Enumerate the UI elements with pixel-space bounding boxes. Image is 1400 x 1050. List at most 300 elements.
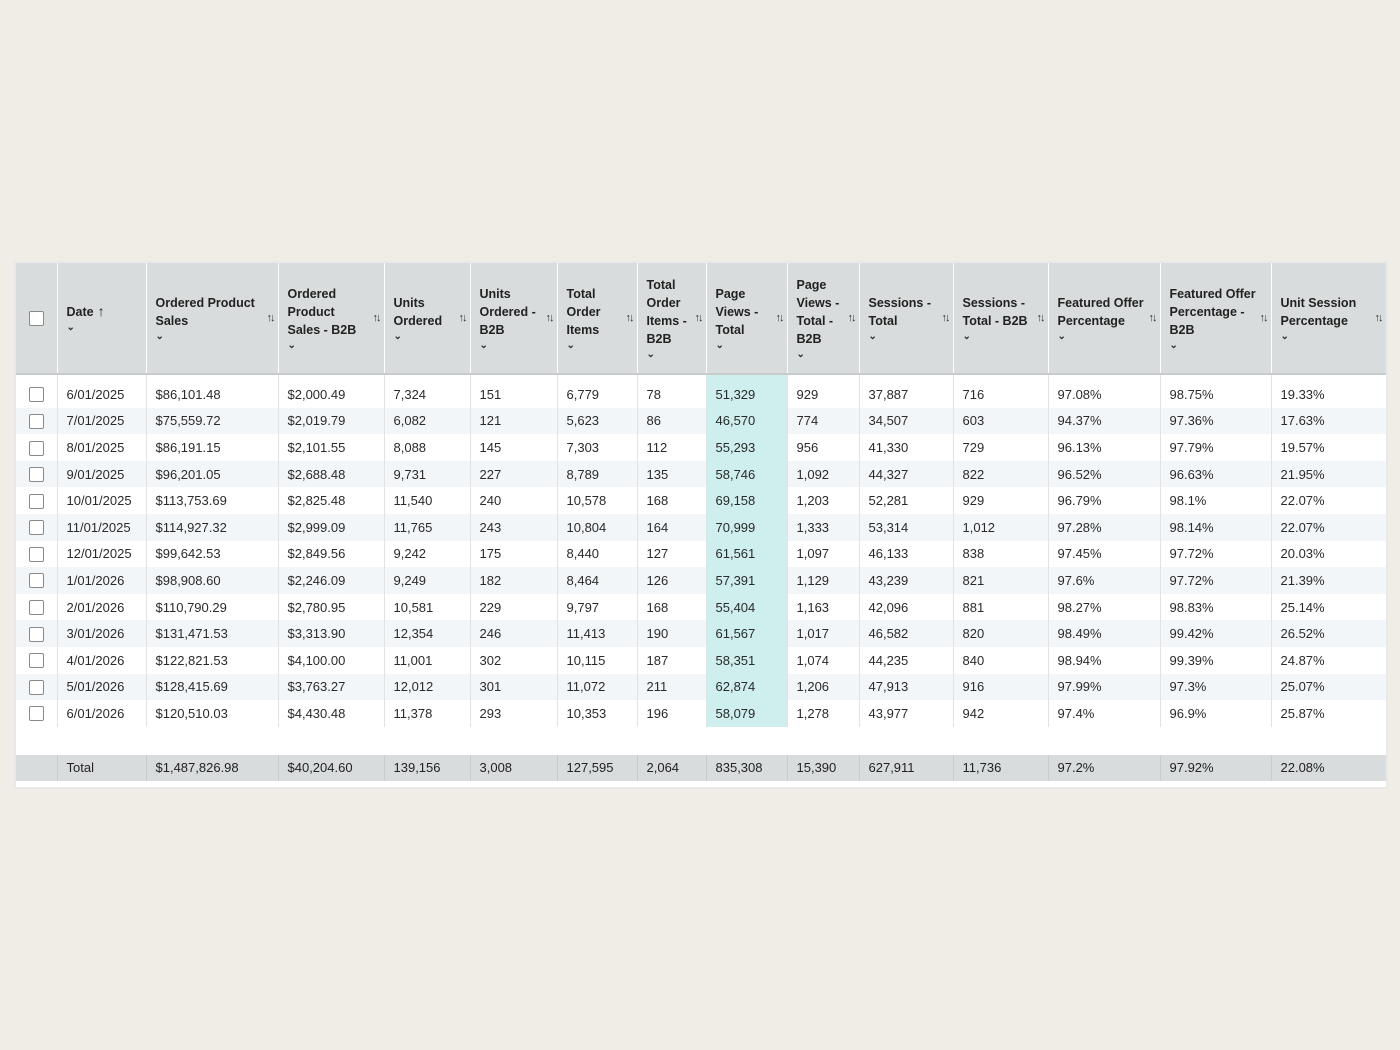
table-cell: 4/01/2026 <box>57 647 146 674</box>
chevron-down-icon[interactable]: ⌄ <box>646 348 655 360</box>
table-cell: 774 <box>787 408 859 435</box>
total-cell: 3,008 <box>470 755 557 781</box>
row-checkbox[interactable] <box>29 706 44 721</box>
table-cell: 17.63% <box>1271 408 1386 435</box>
table-cell: 942 <box>953 700 1048 727</box>
table-row[interactable] <box>16 674 1386 701</box>
table-cell: 97.72% <box>1160 541 1271 568</box>
column-header-label: Total Order Items <box>566 286 601 337</box>
arrow-up-icon[interactable]: ↑ <box>97 303 105 319</box>
sort-arrows-icon[interactable]: ↑↓ <box>266 312 274 324</box>
table-cell: $2,825.48 <box>278 487 384 514</box>
table-cell: 97.36% <box>1160 408 1271 435</box>
table-cell: 1,092 <box>787 461 859 488</box>
row-select-cell <box>16 461 57 488</box>
table-cell: 5/01/2026 <box>57 674 146 701</box>
table-cell: 881 <box>953 594 1048 621</box>
chevron-down-icon[interactable]: ⌄ <box>1169 339 1178 351</box>
table-cell: 44,235 <box>859 647 953 674</box>
table-cell: 1,129 <box>787 567 859 594</box>
table-cell: $2,246.09 <box>278 567 384 594</box>
table-cell: 25.07% <box>1271 674 1386 701</box>
table-cell: 55,404 <box>706 594 787 621</box>
column-header[interactable] <box>859 263 953 373</box>
sort-arrows-icon[interactable]: ↑↓ <box>775 312 783 324</box>
table-cell: 6,082 <box>384 408 470 435</box>
table-cell: 57,391 <box>706 567 787 594</box>
table-cell: 98.75% <box>1160 381 1271 408</box>
table-row[interactable] <box>16 541 1386 568</box>
column-header[interactable] <box>146 263 278 373</box>
table-cell: 78 <box>637 381 706 408</box>
sort-arrows-icon[interactable]: ↑↓ <box>458 312 466 324</box>
table-cell: 929 <box>787 381 859 408</box>
row-select-cell <box>16 620 57 647</box>
column-header-label: Unit Session Percentage <box>1280 295 1357 328</box>
header-row <box>16 263 1386 373</box>
table-cell: $2,849.56 <box>278 541 384 568</box>
table-cell: $128,415.69 <box>146 674 278 701</box>
table-cell: 46,570 <box>706 408 787 435</box>
chevron-down-icon[interactable]: ⌄ <box>962 330 971 342</box>
table-cell: 98.94% <box>1048 647 1160 674</box>
table-cell: 1,097 <box>787 541 859 568</box>
table-cell: 11,540 <box>384 487 470 514</box>
table-cell: 10,115 <box>557 647 637 674</box>
total-row <box>16 755 1386 781</box>
table-cell: 26.52% <box>1271 620 1386 647</box>
table-cell: 44,327 <box>859 461 953 488</box>
row-select-cell <box>16 487 57 514</box>
table-cell: 99.42% <box>1160 620 1271 647</box>
table-cell: 838 <box>953 541 1048 568</box>
table-cell: $113,753.69 <box>146 487 278 514</box>
table-row[interactable] <box>16 514 1386 541</box>
table-cell: 25.14% <box>1271 594 1386 621</box>
table-cell: 822 <box>953 461 1048 488</box>
table-cell: 11/01/2025 <box>57 514 146 541</box>
table-cell: 6,779 <box>557 381 637 408</box>
table-cell: 8,789 <box>557 461 637 488</box>
table-cell: 21.39% <box>1271 567 1386 594</box>
table-row[interactable] <box>16 408 1386 435</box>
table-row[interactable] <box>16 434 1386 461</box>
table-cell: 190 <box>637 620 706 647</box>
row-checkbox[interactable] <box>29 387 44 402</box>
table-cell: 20.03% <box>1271 541 1386 568</box>
row-checkbox[interactable] <box>29 573 44 588</box>
total-cell: 97.2% <box>1048 755 1160 781</box>
row-select-cell <box>16 567 57 594</box>
table-row[interactable] <box>16 594 1386 621</box>
table-cell: 43,977 <box>859 700 953 727</box>
table-cell: 1,012 <box>953 514 1048 541</box>
table-row[interactable] <box>16 620 1386 647</box>
column-header[interactable] <box>1048 263 1160 373</box>
table-cell: 821 <box>953 567 1048 594</box>
table-cell: 1,017 <box>787 620 859 647</box>
row-checkbox[interactable] <box>29 441 44 456</box>
table-cell: 61,561 <box>706 541 787 568</box>
table-cell: 98.49% <box>1048 620 1160 647</box>
sort-arrows-icon[interactable]: ↑↓ <box>1374 312 1382 324</box>
table-cell: 19.33% <box>1271 381 1386 408</box>
table-cell: $131,471.53 <box>146 620 278 647</box>
table-cell: 97.28% <box>1048 514 1160 541</box>
table-row[interactable] <box>16 567 1386 594</box>
table-cell: 151 <box>470 381 557 408</box>
column-header-label: Featured Offer Percentage <box>1057 295 1144 328</box>
table-cell: 9,242 <box>384 541 470 568</box>
chevron-down-icon[interactable]: ⌄ <box>566 339 575 351</box>
table-cell: 175 <box>470 541 557 568</box>
column-header-label: Ordered Product Sales - B2B <box>287 286 357 337</box>
row-select-cell <box>16 647 57 674</box>
table-cell: 43,239 <box>859 567 953 594</box>
row-checkbox[interactable] <box>29 680 44 695</box>
column-header[interactable] <box>706 263 787 373</box>
column-header[interactable] <box>787 263 859 373</box>
total-cell: 835,308 <box>706 755 787 781</box>
column-header-label: Units Ordered <box>393 295 443 328</box>
table-cell: 956 <box>787 434 859 461</box>
table-cell: 97.79% <box>1160 434 1271 461</box>
table-cell: $96,201.05 <box>146 461 278 488</box>
table-cell: 9,731 <box>384 461 470 488</box>
sort-arrows-icon[interactable]: ↑↓ <box>847 312 855 324</box>
table-cell: 52,281 <box>859 487 953 514</box>
column-header[interactable] <box>1271 263 1386 373</box>
chevron-down-icon[interactable]: ⌄ <box>393 330 402 342</box>
table-cell: 47,913 <box>859 674 953 701</box>
table-cell: 51,329 <box>706 381 787 408</box>
table-cell: 164 <box>637 514 706 541</box>
table-cell: 10/01/2025 <box>57 487 146 514</box>
table-cell: $2,000.49 <box>278 381 384 408</box>
table-cell: 187 <box>637 647 706 674</box>
table-cell: 9,797 <box>557 594 637 621</box>
table-cell: 62,874 <box>706 674 787 701</box>
column-header-label: Featured Offer Percentage - B2B <box>1169 286 1256 337</box>
column-header[interactable] <box>57 263 146 373</box>
row-checkbox[interactable] <box>29 494 44 509</box>
table-cell: 10,804 <box>557 514 637 541</box>
table-cell: $2,688.48 <box>278 461 384 488</box>
spacer-cell <box>16 727 1386 755</box>
table-cell: 9/01/2025 <box>57 461 146 488</box>
table-cell: 22.07% <box>1271 487 1386 514</box>
table-cell: 96.52% <box>1048 461 1160 488</box>
table-cell: 1,333 <box>787 514 859 541</box>
table-cell: $114,927.32 <box>146 514 278 541</box>
table-cell: $2,019.79 <box>278 408 384 435</box>
sales-traffic-table <box>16 263 1386 781</box>
chevron-down-icon[interactable]: ⌄ <box>868 330 877 342</box>
table-cell: 69,158 <box>706 487 787 514</box>
table-cell: 1,206 <box>787 674 859 701</box>
table-cell: 840 <box>953 647 1048 674</box>
table-cell: 301 <box>470 674 557 701</box>
table-cell: 58,351 <box>706 647 787 674</box>
header-divider <box>16 373 1386 375</box>
chevron-down-icon[interactable]: ⌄ <box>479 339 488 351</box>
table-cell: 98.1% <box>1160 487 1271 514</box>
column-header[interactable] <box>1160 263 1271 373</box>
table-cell: 12,354 <box>384 620 470 647</box>
table-cell: 9,249 <box>384 567 470 594</box>
table-cell: 25.87% <box>1271 700 1386 727</box>
row-select-cell <box>16 700 57 727</box>
table-cell: $110,790.29 <box>146 594 278 621</box>
column-header[interactable] <box>953 263 1048 373</box>
chevron-down-icon[interactable]: ⌄ <box>796 348 805 360</box>
total-cell: 22.08% <box>1271 755 1386 781</box>
table-cell: 1/01/2026 <box>57 567 146 594</box>
row-select-cell <box>16 674 57 701</box>
row-select-cell <box>16 541 57 568</box>
table-cell: 127 <box>637 541 706 568</box>
row-checkbox[interactable] <box>29 627 44 642</box>
table-body <box>16 373 1386 781</box>
sort-arrows-icon[interactable]: ↑↓ <box>625 312 633 324</box>
table-cell: 70,999 <box>706 514 787 541</box>
row-select-cell <box>16 594 57 621</box>
table-cell: 182 <box>470 567 557 594</box>
table-cell: 61,567 <box>706 620 787 647</box>
column-header-label: Page Views - Total - B2B <box>796 277 840 346</box>
table-cell: $2,101.55 <box>278 434 384 461</box>
chevron-down-icon[interactable]: ⌄ <box>715 339 724 351</box>
table-cell: 196 <box>637 700 706 727</box>
table-cell: 246 <box>470 620 557 647</box>
column-header[interactable] <box>384 263 470 373</box>
table-cell: $4,430.48 <box>278 700 384 727</box>
table-cell: 11,001 <box>384 647 470 674</box>
table-cell: $99,642.53 <box>146 541 278 568</box>
table-cell: 716 <box>953 381 1048 408</box>
table-cell: 96.79% <box>1048 487 1160 514</box>
table-cell: 97.6% <box>1048 567 1160 594</box>
chevron-down-icon[interactable]: ⌄ <box>1280 330 1289 342</box>
table-cell: 8,464 <box>557 567 637 594</box>
table-cell: $120,510.03 <box>146 700 278 727</box>
table-cell: 11,765 <box>384 514 470 541</box>
table-cell: 227 <box>470 461 557 488</box>
table-cell: $75,559.72 <box>146 408 278 435</box>
row-select-cell <box>16 434 57 461</box>
table-cell: 97.99% <box>1048 674 1160 701</box>
table-cell: 7/01/2025 <box>57 408 146 435</box>
table-cell: 21.95% <box>1271 461 1386 488</box>
total-cell: 627,911 <box>859 755 953 781</box>
table-cell: $86,101.48 <box>146 381 278 408</box>
column-header[interactable] <box>278 263 384 373</box>
table-cell: 24.87% <box>1271 647 1386 674</box>
table-cell: 98.14% <box>1160 514 1271 541</box>
table-cell: 12,012 <box>384 674 470 701</box>
table-row[interactable] <box>16 487 1386 514</box>
table-row[interactable] <box>16 647 1386 674</box>
table-cell: 99.39% <box>1160 647 1271 674</box>
table-cell: 58,079 <box>706 700 787 727</box>
table-cell: 12/01/2025 <box>57 541 146 568</box>
row-checkbox[interactable] <box>29 520 44 535</box>
column-header[interactable] <box>470 263 557 373</box>
total-cell: 2,064 <box>637 755 706 781</box>
table-cell: 6/01/2026 <box>57 700 146 727</box>
select-all-cell <box>16 263 57 373</box>
column-header-label: Date <box>66 305 94 319</box>
select-all-checkbox[interactable] <box>29 311 44 326</box>
total-cell: 127,595 <box>557 755 637 781</box>
table-cell: 10,581 <box>384 594 470 621</box>
table-cell: 1,278 <box>787 700 859 727</box>
table-cell: 11,072 <box>557 674 637 701</box>
table-cell: 229 <box>470 594 557 621</box>
table-cell: 94.37% <box>1048 408 1160 435</box>
table-cell: $98,908.60 <box>146 567 278 594</box>
table-cell: 58,746 <box>706 461 787 488</box>
table-cell: 97.45% <box>1048 541 1160 568</box>
sort-arrows-icon[interactable]: ↑↓ <box>941 312 949 324</box>
column-header-label: Sessions - Total - B2B <box>962 295 1028 328</box>
sort-arrows-icon[interactable]: ↑↓ <box>1036 312 1044 324</box>
table-cell: 7,303 <box>557 434 637 461</box>
table-cell: 96.63% <box>1160 461 1271 488</box>
table-cell: 1,163 <box>787 594 859 621</box>
table-cell: 5,623 <box>557 408 637 435</box>
table-cell: 42,096 <box>859 594 953 621</box>
table-cell: 1,074 <box>787 647 859 674</box>
total-cell: $1,487,826.98 <box>146 755 278 781</box>
column-header-label: Page Views - Total <box>715 286 759 337</box>
table-cell: 135 <box>637 461 706 488</box>
sort-arrows-icon[interactable]: ↑↓ <box>372 312 380 324</box>
table-cell: 1,203 <box>787 487 859 514</box>
table-cell: $86,191.15 <box>146 434 278 461</box>
table-cell: 121 <box>470 408 557 435</box>
table-cell: 97.08% <box>1048 381 1160 408</box>
table-cell: 19.57% <box>1271 434 1386 461</box>
column-header[interactable] <box>557 263 637 373</box>
table-cell: 820 <box>953 620 1048 647</box>
table-cell: 211 <box>637 674 706 701</box>
row-select-cell <box>16 408 57 435</box>
sort-arrows-icon[interactable]: ↑↓ <box>1148 312 1156 324</box>
table-cell: $3,763.27 <box>278 674 384 701</box>
table-cell: 929 <box>953 487 1048 514</box>
column-header-label: Ordered Product Sales <box>155 295 255 328</box>
sort-arrows-icon[interactable]: ↑↓ <box>545 312 553 324</box>
table-cell: 11,413 <box>557 620 637 647</box>
chevron-down-icon[interactable]: ⌄ <box>1057 330 1066 342</box>
column-header-label: Units Ordered - B2B <box>479 286 536 337</box>
column-header[interactable] <box>637 263 706 373</box>
chevron-down-icon[interactable]: ⌄ <box>66 322 75 333</box>
report-table-panel <box>16 263 1386 787</box>
row-checkbox[interactable] <box>29 653 44 668</box>
table-cell: 168 <box>637 487 706 514</box>
table-cell: 168 <box>637 594 706 621</box>
chevron-down-icon[interactable]: ⌄ <box>287 339 296 351</box>
total-cell: 97.92% <box>1160 755 1271 781</box>
table-cell: 96.9% <box>1160 700 1271 727</box>
sort-arrows-icon[interactable]: ↑↓ <box>1259 312 1267 324</box>
table-cell: 8,440 <box>557 541 637 568</box>
table-cell: 46,133 <box>859 541 953 568</box>
table-cell: 96.13% <box>1048 434 1160 461</box>
table-cell: $122,821.53 <box>146 647 278 674</box>
table-cell: 37,887 <box>859 381 953 408</box>
table-cell: 126 <box>637 567 706 594</box>
total-cell: 11,736 <box>953 755 1048 781</box>
table-cell: $2,999.09 <box>278 514 384 541</box>
table-cell: 98.83% <box>1160 594 1271 621</box>
table-cell: 243 <box>470 514 557 541</box>
spacer-row <box>16 727 1386 755</box>
row-checkbox[interactable] <box>29 547 44 562</box>
table-cell: 8,088 <box>384 434 470 461</box>
row-checkbox[interactable] <box>29 414 44 429</box>
table-cell: $3,313.90 <box>278 620 384 647</box>
table-cell: 10,353 <box>557 700 637 727</box>
table-cell: 97.3% <box>1160 674 1271 701</box>
column-header-label: Sessions - Total <box>868 295 932 328</box>
table-cell: 55,293 <box>706 434 787 461</box>
row-checkbox[interactable] <box>29 600 44 615</box>
total-cell: Total <box>57 755 146 781</box>
table-cell: 41,330 <box>859 434 953 461</box>
total-select-cell <box>16 755 57 781</box>
row-checkbox[interactable] <box>29 467 44 482</box>
table-cell: 916 <box>953 674 1048 701</box>
column-header-label: Total Order Items - B2B <box>646 277 687 346</box>
table-cell: 86 <box>637 408 706 435</box>
total-cell: 139,156 <box>384 755 470 781</box>
chevron-down-icon[interactable]: ⌄ <box>155 330 164 342</box>
table-cell: 112 <box>637 434 706 461</box>
table-cell: 145 <box>470 434 557 461</box>
table-row[interactable] <box>16 381 1386 408</box>
table-cell: 603 <box>953 408 1048 435</box>
table-cell: 97.72% <box>1160 567 1271 594</box>
table-cell: 53,314 <box>859 514 953 541</box>
table-cell: 46,582 <box>859 620 953 647</box>
table-row[interactable] <box>16 461 1386 488</box>
table-cell: 293 <box>470 700 557 727</box>
table-cell: 6/01/2025 <box>57 381 146 408</box>
table-cell: 10,578 <box>557 487 637 514</box>
table-cell: 11,378 <box>384 700 470 727</box>
table-cell: 97.4% <box>1048 700 1160 727</box>
table-cell: $2,780.95 <box>278 594 384 621</box>
table-cell: 3/01/2026 <box>57 620 146 647</box>
table-cell: 240 <box>470 487 557 514</box>
table-cell: 729 <box>953 434 1048 461</box>
sort-arrows-icon[interactable]: ↑↓ <box>694 312 702 324</box>
table-cell: 8/01/2025 <box>57 434 146 461</box>
table-cell: 2/01/2026 <box>57 594 146 621</box>
table-row[interactable] <box>16 700 1386 727</box>
table-cell: 98.27% <box>1048 594 1160 621</box>
table-cell: 302 <box>470 647 557 674</box>
total-cell: 15,390 <box>787 755 859 781</box>
total-cell: $40,204.60 <box>278 755 384 781</box>
table-cell: 22.07% <box>1271 514 1386 541</box>
table-cell: 7,324 <box>384 381 470 408</box>
row-select-cell <box>16 514 57 541</box>
table-cell: $4,100.00 <box>278 647 384 674</box>
